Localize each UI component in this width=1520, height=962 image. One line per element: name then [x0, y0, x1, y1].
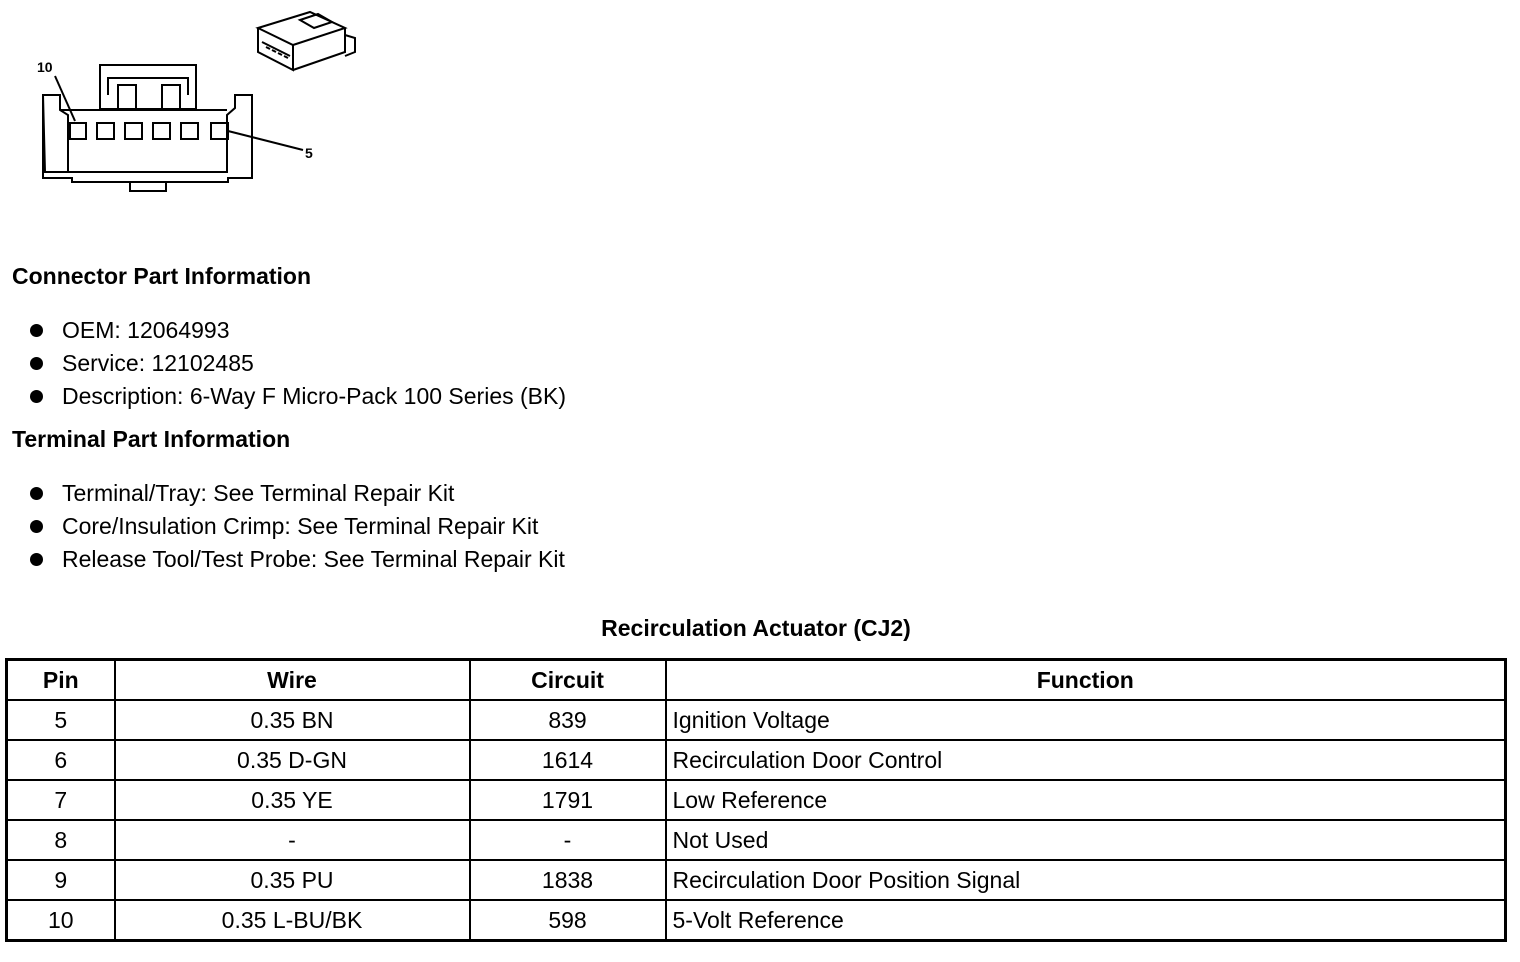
connector-part-info-list: [30, 316, 566, 415]
cell-pin: 9: [7, 860, 115, 900]
table-title: Recirculation Actuator (CJ2): [601, 615, 911, 641]
bullet-icon: [30, 553, 43, 566]
pin-10-label: 10: [37, 59, 53, 75]
cell-circuit: 598: [470, 900, 666, 941]
cell-wire: 0.35 L-BU/BK: [115, 900, 470, 941]
cell-circuit: 1614: [470, 740, 666, 780]
table-row: [7, 860, 1506, 900]
cell-circuit: 1838: [470, 860, 666, 900]
pin-cavities: [70, 123, 228, 139]
table-row: [7, 740, 1506, 780]
cell-function: Recirculation Door Position Signal: [666, 860, 1506, 900]
cell-function: Low Reference: [666, 780, 1506, 820]
pinout-table: [5, 658, 1507, 942]
header-function: Function: [666, 660, 1506, 701]
list-item: Service: 12102485: [30, 349, 566, 382]
cell-wire: 0.35 BN: [115, 700, 470, 740]
cell-function: Recirculation Door Control: [666, 740, 1506, 780]
bullet-icon: [30, 487, 43, 500]
header-circuit: Circuit: [470, 660, 666, 701]
connector-3d-view-icon: [258, 12, 355, 70]
cell-wire: 0.35 D-GN: [115, 740, 470, 780]
cell-wire: -: [115, 820, 470, 860]
table-header-row: [7, 660, 1506, 701]
table-row: [7, 700, 1506, 740]
table-row: [7, 820, 1506, 860]
cell-pin: 8: [7, 820, 115, 860]
cell-function: Not Used: [666, 820, 1506, 860]
bullet-icon: [30, 520, 43, 533]
bullet-icon: [30, 324, 43, 337]
cell-function: Ignition Voltage: [666, 700, 1506, 740]
bullet-icon: [30, 390, 43, 403]
cell-circuit: -: [470, 820, 666, 860]
pin-5-label: 5: [305, 145, 313, 161]
cell-circuit: 839: [470, 700, 666, 740]
header-pin: Pin: [7, 660, 115, 701]
connector-face: [43, 65, 303, 191]
terminal-part-info-heading: Terminal Part Information: [12, 426, 291, 452]
list-item: Description: 6-Way F Micro-Pack 100 Series (BK): [30, 382, 566, 415]
cell-wire: 0.35 YE: [115, 780, 470, 820]
connector-diagram: [0, 0, 380, 210]
cell-pin: 6: [7, 740, 115, 780]
list-item: Core/Insulation Crimp: See Terminal Repair Kit: [30, 512, 565, 545]
cell-circuit: 1791: [470, 780, 666, 820]
header-wire: Wire: [115, 660, 470, 701]
connector-part-info-heading: Connector Part Information: [12, 263, 312, 289]
cell-pin: 5: [7, 700, 115, 740]
cell-pin: 10: [7, 900, 115, 941]
bullet-icon: [30, 357, 43, 370]
table-row: [7, 900, 1506, 941]
list-item: Release Tool/Test Probe: See Terminal Repair Kit: [30, 545, 565, 578]
terminal-part-info-list: [30, 479, 565, 578]
cell-function: 5-Volt Reference: [666, 900, 1506, 941]
cell-wire: 0.35 PU: [115, 860, 470, 900]
cell-pin: 7: [7, 780, 115, 820]
list-item: Terminal/Tray: See Terminal Repair Kit: [30, 479, 565, 512]
table-row: [7, 780, 1506, 820]
list-item: OEM: 12064993: [30, 316, 566, 349]
